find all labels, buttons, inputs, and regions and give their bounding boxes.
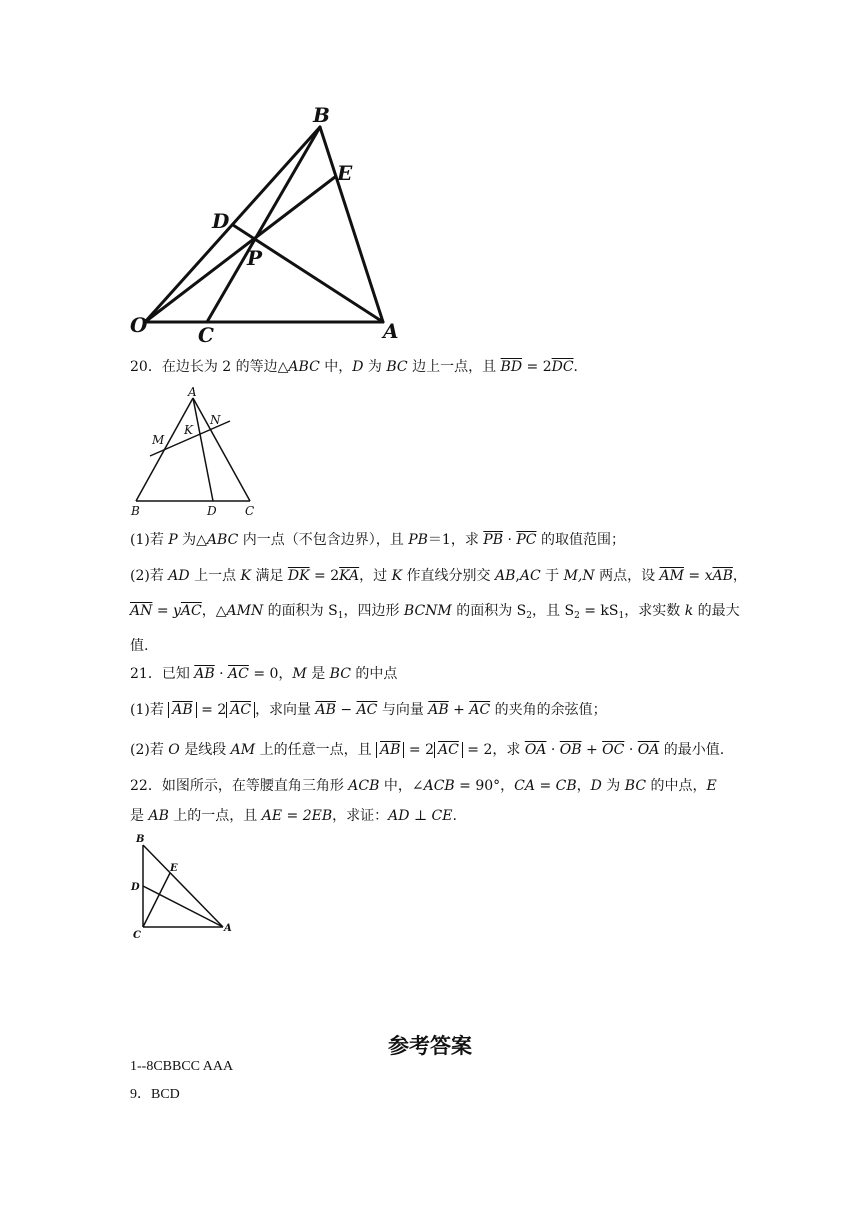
q21-stem: 21．已知 $\overline{AB} \cdot \overline{AC} = 0$，M 是 BC 的中点 [130, 666, 398, 682]
label-m: M [152, 433, 165, 447]
label-a: A [383, 319, 399, 343]
label-b: B [131, 504, 140, 518]
figure-triangle-abc [128, 386, 268, 521]
label-b: B [313, 103, 330, 127]
answers-title: 参考答案 [388, 1034, 472, 1058]
label-e: E [170, 863, 178, 874]
line-da [233, 225, 383, 322]
answer-line-2: 9．BCD [130, 1087, 180, 1102]
label-a: A [188, 386, 197, 399]
label-d: D [131, 882, 140, 893]
line-ba [320, 127, 383, 322]
q22-stem-line2: 是 AB 上的一点，且 AE = 2EB，求证：AD ⊥ CE. [130, 808, 457, 824]
label-c: C [198, 323, 214, 345]
label-c: C [133, 930, 141, 941]
line-oe [145, 177, 335, 322]
figure-triangle-opab [125, 100, 415, 345]
figure-triangle-acb [130, 830, 240, 942]
q21-part1: (1)若 $\overline{AB} = 2$ $\overline{AC}$ ，求向量 $\overline{AB} - \overline{AC}$ 与向量 $\overline{AB} + \overline{AC}$ 的夹角的余弦值； [130, 702, 607, 718]
label-d: D [207, 504, 217, 518]
q20-part2-line1: (2)若 AD 上一点 K 满足 $\overline{DK} = 2\overline{KA}$，过 K 作直线分别交 AB,AC 于 M,N 两点，设 $\overline{AM} = x\overline{AB}$， [130, 568, 747, 584]
q22-stem-line1: 22．如图所示，在等腰直角三角形 ACB 中，∠ACB = 90°，CA = CB，D 为 BC 的中点，E [130, 778, 717, 794]
label-c: C [245, 504, 255, 518]
q20-part2-line2: $\overline{AN} = y\overline{AC}$，△AMN 的面积为 $S_1$，四边形 BCNM 的面积为 $S_2$，且 $S_2 = kS_1$，求实数 k 的最大 [130, 603, 740, 621]
label-b: B [136, 834, 145, 845]
label-o: O [130, 313, 148, 337]
label-e: E [337, 161, 353, 185]
label-d: D [212, 209, 230, 233]
q20-part2-line3: 值. [130, 638, 149, 654]
label-p: P [247, 246, 263, 270]
answer-line-1: 1--8CBBCC AAA [130, 1059, 234, 1074]
label-k: K [184, 423, 193, 437]
q21-part2: (2)若 O 是线段 AM 上的任意一点，且 $\overline{AB} = 2$ $\overline{AC} = 2$，求 $\overline{OA} \cdot \overline{OB} + \overline{OC} \cdot \overline{OA}$ 的最小值. [130, 742, 725, 758]
q20-stem: 20．在边长为 2 的等边△ABC 中，D 为 BC 边上一点，且 $\overline{BD} = 2\overline{DC}$． [130, 359, 588, 375]
label-a: A [224, 923, 232, 934]
q20-part1: (1)若 P 为△ABC 内一点（不包含边界），且 PB＝1，求 $\overline{PB} \cdot \overline{PC}$ 的取值范围； [130, 532, 625, 548]
label-n: N [210, 413, 221, 427]
